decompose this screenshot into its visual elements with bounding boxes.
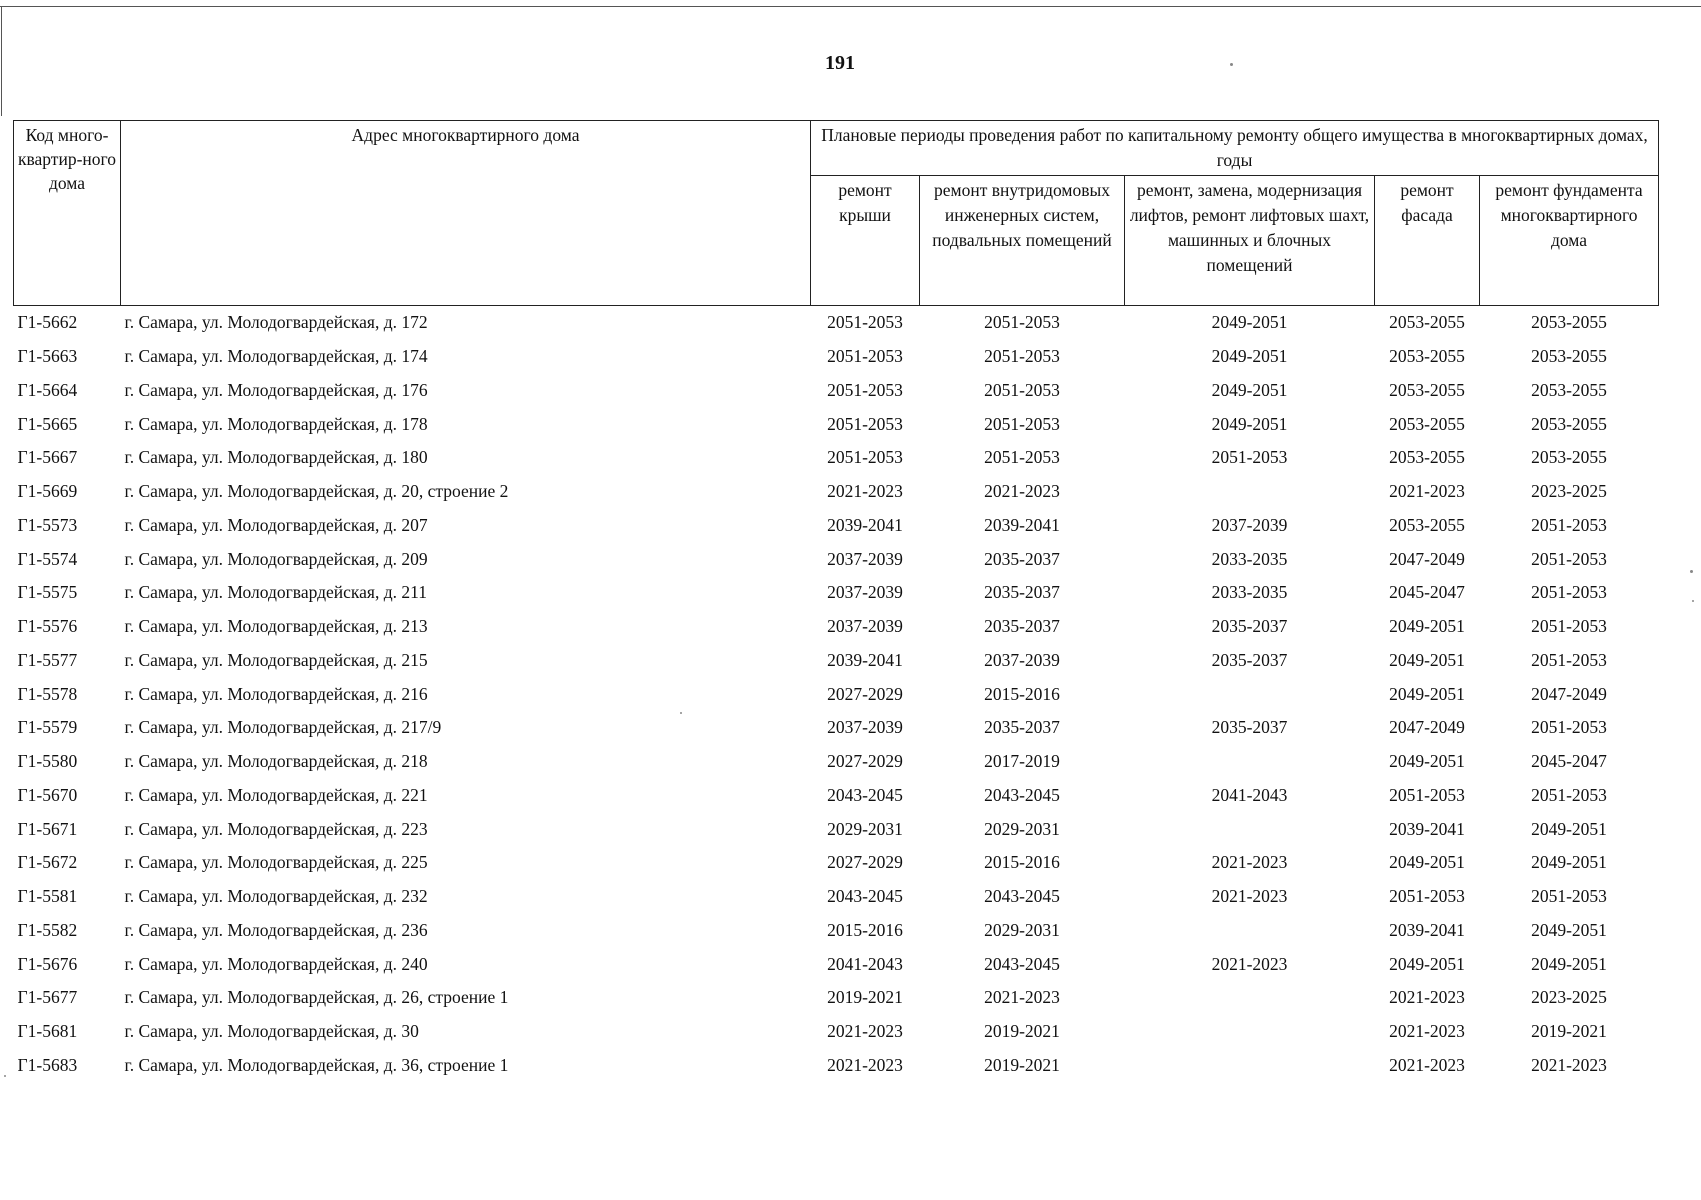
table-header	[14, 121, 1659, 306]
table-row	[14, 914, 1659, 948]
cell-facade: 2021-2023	[1389, 987, 1465, 1008]
cell-roof: 2021-2023	[827, 1021, 903, 1042]
cell-facade: 2049-2051	[1389, 953, 1465, 974]
cell-elevators: 2049-2051	[1211, 379, 1288, 400]
cell-roof: 2041-2043	[827, 953, 903, 974]
cell-elevators: 2037-2039	[1211, 514, 1288, 535]
cell-code: Г1-5580	[17, 751, 78, 772]
cell-roof: 2021-2023	[827, 1054, 903, 1075]
cell-address: г. Самара, ул. Молодогвардейская, д. 209	[124, 548, 428, 569]
cell-roof: 2051-2053	[827, 413, 903, 434]
cell-elevators	[1125, 1049, 1375, 1083]
cell-elevators: 2049-2051	[1211, 346, 1288, 367]
cell-code: Г1-5579	[17, 717, 78, 738]
cell-facade: 2021-2023	[1389, 1021, 1465, 1042]
cell-code: Г1-5573	[17, 514, 78, 535]
cell-roof: 2051-2053	[827, 379, 903, 400]
cell-address: г. Самара, ул. Молодогвардейская, д. 225	[124, 852, 428, 873]
cell-foundation: 2053-2055	[1531, 447, 1607, 468]
cell-foundation: 2053-2055	[1531, 346, 1607, 367]
scan-speck	[1230, 63, 1233, 66]
scan-edge-top	[0, 6, 1701, 7]
cell-facade: 2051-2053	[1389, 784, 1465, 805]
cell-roof: 2015-2016	[827, 919, 903, 940]
cell-address: г. Самара, ул. Молодогвардейская, д. 26, строение 1	[124, 987, 509, 1008]
cell-roof: 2027-2029	[827, 683, 903, 704]
cell-engineering: 2051-2053	[984, 312, 1060, 333]
table-row	[14, 779, 1659, 813]
cell-address: г. Самара, ул. Молодогвардейская, д. 218	[124, 751, 428, 772]
cell-engineering: 2035-2037	[984, 717, 1060, 738]
cell-engineering: 2035-2037	[984, 582, 1060, 603]
cell-engineering: 2051-2053	[984, 379, 1060, 400]
table-row	[14, 846, 1659, 880]
cell-engineering: 2037-2039	[984, 649, 1060, 670]
cell-address: г. Самара, ул. Молодогвардейская, д. 36, строение 1	[124, 1054, 509, 1075]
cell-engineering: 2043-2045	[984, 953, 1060, 974]
cell-elevators	[1125, 1015, 1375, 1049]
cell-facade: 2053-2055	[1389, 379, 1465, 400]
cell-address: г. Самара, ул. Молодогвардейская, д. 232	[124, 886, 428, 907]
cell-code: Г1-5582	[17, 919, 78, 940]
cell-elevators	[1125, 677, 1375, 711]
col-header-engineering: ремонт внутридомовых инженерных систем, подвальных помещений	[920, 176, 1125, 306]
cell-elevators: 2033-2035	[1211, 582, 1288, 603]
cell-address: г. Самара, ул. Молодогвардейская, д. 178	[124, 413, 428, 434]
cell-address: г. Самара, ул. Молодогвардейская, д. 180	[124, 447, 428, 468]
cell-foundation: 2051-2053	[1531, 616, 1607, 637]
cell-facade: 2051-2053	[1389, 886, 1465, 907]
table-row	[14, 340, 1659, 374]
cell-code: Г1-5662	[17, 312, 78, 333]
table-row	[14, 677, 1659, 711]
table-row	[14, 542, 1659, 576]
cell-facade: 2049-2051	[1389, 683, 1465, 704]
cell-facade: 2021-2023	[1389, 481, 1465, 502]
cell-facade: 2039-2041	[1389, 919, 1465, 940]
cell-address: г. Самара, ул. Молодогвардейская, д. 174	[124, 346, 428, 367]
cell-engineering: 2043-2045	[984, 784, 1060, 805]
cell-code: Г1-5670	[17, 784, 78, 805]
scan-speck	[680, 712, 682, 714]
cell-elevators: 2021-2023	[1211, 886, 1288, 907]
cell-elevators	[1125, 812, 1375, 846]
cell-code: Г1-5574	[17, 548, 78, 569]
cell-code: Г1-5676	[17, 953, 78, 974]
cell-foundation: 2051-2053	[1531, 886, 1607, 907]
cell-foundation: 2053-2055	[1531, 379, 1607, 400]
cell-foundation: 2051-2053	[1531, 582, 1607, 603]
cell-facade: 2053-2055	[1389, 514, 1465, 535]
cell-address: г. Самара, ул. Молодогвардейская, д. 176	[124, 379, 428, 400]
cell-code: Г1-5671	[17, 818, 78, 839]
cell-address: г. Самара, ул. Молодогвардейская, д. 216	[124, 683, 428, 704]
cell-engineering: 2043-2045	[984, 886, 1060, 907]
cell-address: г. Самара, ул. Молодогвардейская, д. 172	[124, 312, 428, 333]
cell-elevators: 2049-2051	[1211, 312, 1288, 333]
cell-foundation: 2023-2025	[1531, 481, 1607, 502]
scan-speck	[4, 1075, 6, 1077]
cell-code: Г1-5681	[17, 1021, 78, 1042]
cell-roof: 2039-2041	[827, 649, 903, 670]
cell-roof: 2039-2041	[827, 514, 903, 535]
cell-engineering: 2019-2021	[984, 1054, 1060, 1075]
cell-address: г. Самара, ул. Молодогвардейская, д. 207	[124, 514, 428, 535]
cell-address: г. Самара, ул. Молодогвардейская, д. 236	[124, 919, 428, 940]
cell-code: Г1-5677	[17, 987, 78, 1008]
cell-facade: 2049-2051	[1389, 616, 1465, 637]
cell-address: г. Самара, ул. Молодогвардейская, д. 30	[124, 1021, 419, 1042]
cell-roof: 2021-2023	[827, 481, 903, 502]
table-row	[14, 441, 1659, 475]
table-row	[14, 306, 1659, 340]
cell-elevators	[1125, 914, 1375, 948]
cell-code: Г1-5578	[17, 683, 78, 704]
cell-foundation: 2051-2053	[1531, 514, 1607, 535]
cell-elevators: 2041-2043	[1211, 784, 1288, 805]
cell-foundation: 2019-2021	[1531, 1021, 1607, 1042]
cell-facade: 2053-2055	[1389, 447, 1465, 468]
cell-engineering: 2017-2019	[984, 751, 1060, 772]
col-header-roof: ремонт крыши	[811, 176, 920, 306]
cell-elevators: 2049-2051	[1211, 413, 1288, 434]
cell-foundation: 2053-2055	[1531, 312, 1607, 333]
cell-elevators: 2035-2037	[1211, 717, 1288, 738]
cell-elevators: 2021-2023	[1211, 852, 1288, 873]
cell-foundation: 2053-2055	[1531, 413, 1607, 434]
cell-facade: 2045-2047	[1389, 582, 1465, 603]
cell-code: Г1-5669	[17, 481, 78, 502]
scan-speck	[1692, 600, 1694, 602]
cell-engineering: 2029-2031	[984, 818, 1060, 839]
cell-code: Г1-5576	[17, 616, 78, 637]
cell-code: Г1-5672	[17, 852, 78, 873]
cell-address: г. Самара, ул. Молодогвардейская, д. 215	[124, 649, 428, 670]
scan-speck	[1690, 570, 1693, 573]
scan-edge-left	[1, 6, 2, 116]
col-header-elevators: ремонт, замена, модернизация лифтов, ремонт лифтовых шахт, машинных и блочных помещений	[1125, 176, 1375, 306]
cell-address: г. Самара, ул. Молодогвардейская, д. 211	[124, 582, 427, 603]
table-row	[14, 1015, 1659, 1049]
cell-foundation: 2047-2049	[1531, 683, 1607, 704]
cell-facade: 2039-2041	[1389, 818, 1465, 839]
cell-roof: 2037-2039	[827, 616, 903, 637]
cell-engineering: 2019-2021	[984, 1021, 1060, 1042]
table-row	[14, 475, 1659, 509]
cell-elevators	[1125, 475, 1375, 509]
cell-roof: 2027-2029	[827, 751, 903, 772]
cell-roof: 2027-2029	[827, 852, 903, 873]
table-row	[14, 812, 1659, 846]
page-number: 191	[825, 52, 855, 74]
cell-code: Г1-5667	[17, 447, 78, 468]
col-header-code: Код много-квартир-ного дома	[14, 121, 121, 306]
cell-elevators: 2033-2035	[1211, 548, 1288, 569]
cell-foundation: 2051-2053	[1531, 649, 1607, 670]
table-body	[14, 306, 1659, 1083]
cell-engineering: 2029-2031	[984, 919, 1060, 940]
header-row-1	[14, 121, 1659, 176]
cell-roof: 2051-2053	[827, 312, 903, 333]
cell-code: Г1-5665	[17, 413, 78, 434]
cell-address: г. Самара, ул. Молодогвардейская, д. 213	[124, 616, 428, 637]
cell-facade: 2047-2049	[1389, 548, 1465, 569]
cell-code: Г1-5664	[17, 379, 78, 400]
cell-engineering: 2051-2053	[984, 447, 1060, 468]
cell-address: г. Самара, ул. Молодогвардейская, д. 217/9	[124, 717, 442, 738]
cell-foundation: 2051-2053	[1531, 717, 1607, 738]
cell-elevators	[1125, 745, 1375, 779]
cell-facade: 2053-2055	[1389, 413, 1465, 434]
table-row	[14, 947, 1659, 981]
table-row	[14, 644, 1659, 678]
cell-foundation: 2049-2051	[1531, 818, 1607, 839]
cell-elevators: 2051-2053	[1211, 447, 1288, 468]
cell-roof: 2043-2045	[827, 784, 903, 805]
cell-code: Г1-5683	[17, 1054, 78, 1075]
capital-repair-table	[13, 120, 1659, 1082]
cell-foundation: 2023-2025	[1531, 987, 1607, 1008]
table-row	[14, 880, 1659, 914]
col-header-facade: ремонт фасада	[1375, 176, 1480, 306]
cell-foundation: 2051-2053	[1531, 784, 1607, 805]
cell-address: г. Самара, ул. Молодогвардейская, д. 223	[124, 818, 428, 839]
cell-elevators	[1125, 981, 1375, 1015]
table-row	[14, 711, 1659, 745]
cell-facade: 2053-2055	[1389, 346, 1465, 367]
cell-foundation: 2051-2053	[1531, 548, 1607, 569]
table-row	[14, 981, 1659, 1015]
cell-roof: 2037-2039	[827, 582, 903, 603]
col-header-foundation: ремонт фундамента многоквартирного дома	[1480, 176, 1659, 306]
cell-foundation: 2049-2051	[1531, 852, 1607, 873]
cell-roof: 2019-2021	[827, 987, 903, 1008]
cell-foundation: 2049-2051	[1531, 919, 1607, 940]
cell-facade: 2049-2051	[1389, 852, 1465, 873]
cell-facade: 2021-2023	[1389, 1054, 1465, 1075]
cell-engineering: 2039-2041	[984, 514, 1060, 535]
cell-roof: 2051-2053	[827, 346, 903, 367]
cell-code: Г1-5581	[17, 886, 78, 907]
cell-elevators: 2035-2037	[1211, 616, 1288, 637]
cell-roof: 2037-2039	[827, 548, 903, 569]
col-header-group: Плановые периоды проведения работ по капитальному ремонту общего имущества в многоквартирных домах, годы	[811, 121, 1659, 176]
cell-engineering: 2015-2016	[984, 683, 1060, 704]
col-header-address: Адрес многоквартирного дома	[121, 121, 811, 306]
cell-engineering: 2021-2023	[984, 481, 1060, 502]
cell-roof: 2043-2045	[827, 886, 903, 907]
cell-facade: 2049-2051	[1389, 751, 1465, 772]
table-row	[14, 374, 1659, 408]
table-row	[14, 745, 1659, 779]
cell-address: г. Самара, ул. Молодогвардейская, д. 240	[124, 953, 428, 974]
cell-facade: 2049-2051	[1389, 649, 1465, 670]
cell-foundation: 2049-2051	[1531, 953, 1607, 974]
cell-engineering: 2051-2053	[984, 413, 1060, 434]
cell-foundation: 2021-2023	[1531, 1054, 1607, 1075]
cell-foundation: 2045-2047	[1531, 751, 1607, 772]
cell-facade: 2053-2055	[1389, 312, 1465, 333]
cell-code: Г1-5577	[17, 649, 78, 670]
cell-facade: 2047-2049	[1389, 717, 1465, 738]
table-row	[14, 610, 1659, 644]
cell-elevators: 2021-2023	[1211, 953, 1288, 974]
cell-engineering: 2015-2016	[984, 852, 1060, 873]
cell-engineering: 2035-2037	[984, 616, 1060, 637]
cell-elevators: 2035-2037	[1211, 649, 1288, 670]
cell-address: г. Самара, ул. Молодогвардейская, д. 221	[124, 784, 428, 805]
table-row	[14, 1049, 1659, 1083]
cell-code: Г1-5575	[17, 582, 78, 603]
cell-code: Г1-5663	[17, 346, 78, 367]
cell-roof: 2051-2053	[827, 447, 903, 468]
cell-engineering: 2051-2053	[984, 346, 1060, 367]
cell-roof: 2029-2031	[827, 818, 903, 839]
table-row	[14, 509, 1659, 543]
cell-engineering: 2021-2023	[984, 987, 1060, 1008]
table-row	[14, 576, 1659, 610]
cell-roof: 2037-2039	[827, 717, 903, 738]
cell-address: г. Самара, ул. Молодогвардейская, д. 20, строение 2	[124, 481, 509, 502]
table-row	[14, 407, 1659, 441]
cell-engineering: 2035-2037	[984, 548, 1060, 569]
